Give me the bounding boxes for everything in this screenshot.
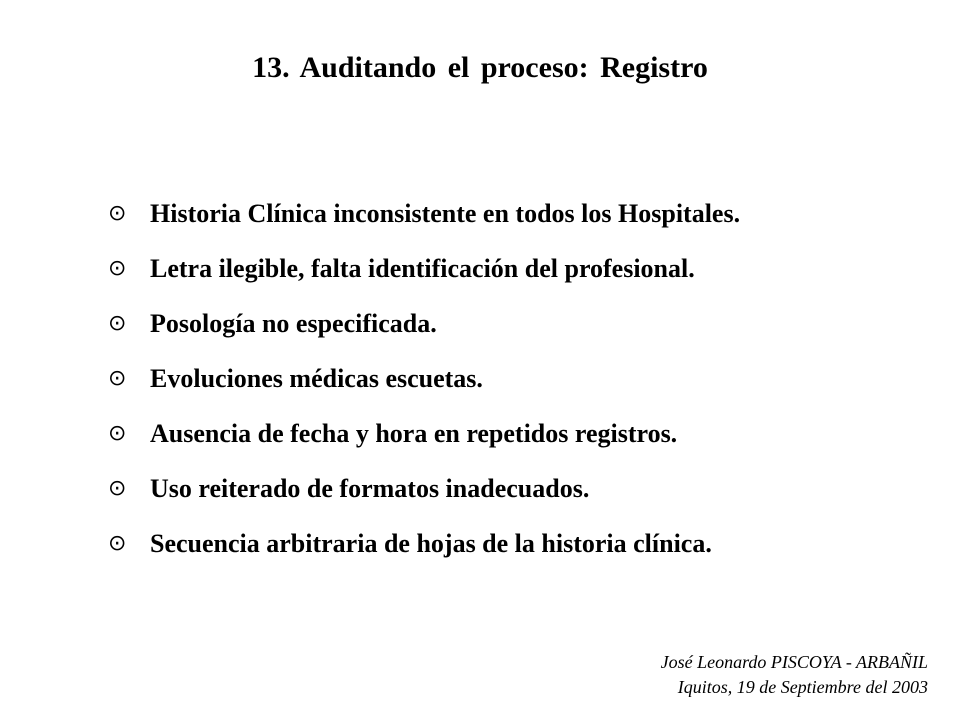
footer-author: José Leonardo PISCOYA - ARBAÑIL (660, 652, 928, 672)
circled-dot-bullet-icon: ⊙ (108, 420, 127, 446)
bullet-text: Letra ilegible, falta identificación del profesional. (150, 253, 695, 283)
bullet-text: Evoluciones médicas escuetas. (150, 363, 483, 393)
bullet-item (106, 461, 740, 516)
bullet-list (106, 186, 740, 571)
circled-dot-bullet-icon: ⊙ (108, 200, 127, 226)
bullet-item (106, 186, 740, 241)
circled-dot-bullet-icon: ⊙ (108, 255, 127, 281)
bullet-text: Secuencia arbitraria de hojas de la historia clínica. (150, 528, 712, 558)
bullet-text: Uso reiterado de formatos inadecuados. (150, 473, 590, 503)
bullet-item (106, 351, 740, 406)
circled-dot-bullet-icon: ⊙ (108, 365, 127, 391)
circled-dot-bullet-icon: ⊙ (108, 530, 127, 556)
circled-dot-bullet-icon: ⊙ (108, 310, 127, 336)
bullet-text: Posología no especificada. (150, 308, 437, 338)
bullet-item (106, 296, 740, 351)
bullet-item (106, 241, 740, 296)
bullet-text: Ausencia de fecha y hora en repetidos registros. (150, 418, 678, 448)
bullet-item (106, 406, 740, 461)
bullet-text: Historia Clínica inconsistente en todos los Hospitales. (150, 198, 741, 228)
slide-title: 13. Auditando el proceso: Registro (252, 51, 708, 84)
footer-place-date: Iquitos, 19 de Septiembre del 2003 (677, 677, 928, 697)
circled-dot-bullet-icon: ⊙ (108, 475, 127, 501)
bullet-item (106, 516, 740, 571)
